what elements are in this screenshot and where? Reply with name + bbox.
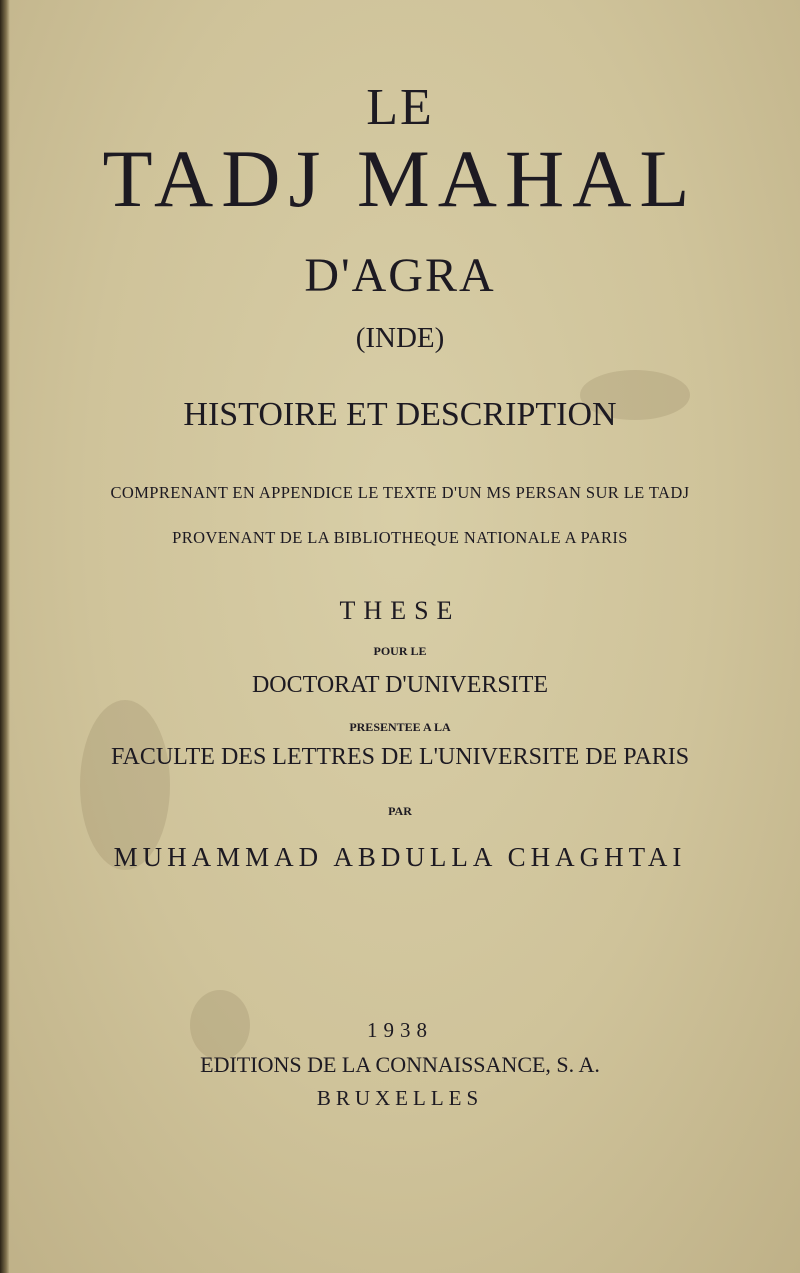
publication-year: 1938 [367,1018,433,1042]
appendix-line-1: COMPRENANT EN APPENDICE LE TEXTE D'UN MS PERSAN SUR LE TADJ [110,483,690,502]
appendix-line-2: PROVENANT DE LA BIBLIOTHEQUE NATIONALE A PARIS [172,528,628,547]
subtitle: HISTOIRE ET DESCRIPTION [183,396,617,433]
publisher-name: EDITIONS DE LA CONNAISSANCE, S. A. [200,1052,600,1077]
author-name: MUHAMMAD ABDULLA CHAGHTAI [113,842,687,872]
main-title: TADJ MAHAL [102,133,698,224]
title-place: D'AGRA [304,249,496,302]
presentee-label: PRESENTEE A LA [349,720,451,734]
degree-label: DOCTORAT D'UNIVERSITE [251,672,549,698]
thesis-label: THESE [339,596,461,625]
faculty-label: FACULTE DES LETTRES DE L'UNIVERSITE DE PARIS [110,744,690,770]
title-article: LE [366,79,434,136]
pour-le-label: POUR LE [373,644,427,658]
publication-city: BRUXELLES [316,1086,484,1110]
title-country: (INDE) [355,322,445,354]
par-label: PAR [388,804,412,818]
